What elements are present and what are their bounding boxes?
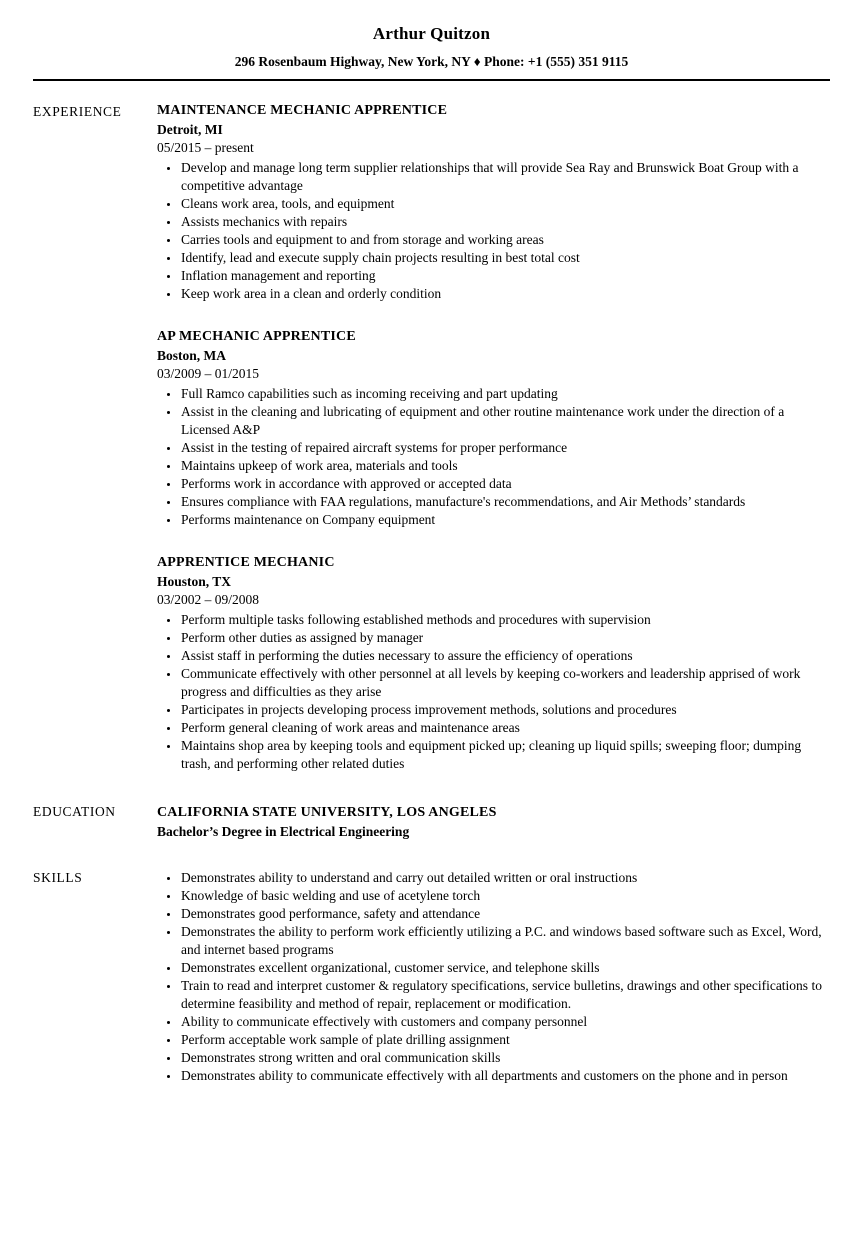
job-bullets bbox=[157, 385, 830, 529]
section-label-experience: EXPERIENCE bbox=[33, 104, 122, 119]
bullet-item: • Assist staff in performing the duties necessary to assure the efficiency of operations bbox=[180, 647, 830, 665]
resume-header bbox=[33, 24, 830, 81]
bullet-item: • Communicate effectively with other personnel at all levels by keeping co-workers and leadership apprised of work progress and difficulties as they arise bbox=[180, 665, 830, 701]
bullet-item: • Carries tools and equipment to and from storage and working areas bbox=[180, 231, 830, 249]
bullet-item: • Participates in projects developing process improvement methods, solutions and procedures bbox=[180, 701, 830, 719]
bullet-item: • Cleans work area, tools, and equipment bbox=[180, 195, 830, 213]
skills-content bbox=[157, 869, 830, 1085]
bullet-item: • Train to read and interpret customer & regulatory specifications, service bulletins, drawings and other specifications to determine feasibility and method of repair, replacement or modification. bbox=[180, 977, 830, 1013]
bullet-item: • Assist in the testing of repaired aircraft systems for proper performance bbox=[180, 439, 830, 457]
bullet-item: • Inflation management and reporting bbox=[180, 267, 830, 285]
education-content bbox=[157, 803, 830, 841]
bullet-item: • Perform other duties as assigned by manager bbox=[180, 629, 830, 647]
bullet-item: • Ability to communicate effectively with customers and company personnel bbox=[180, 1013, 830, 1031]
skills-bullets bbox=[157, 869, 830, 1085]
education-degree: Bachelor’s Degree in Electrical Engineering bbox=[157, 824, 410, 839]
bullet-item: • Demonstrates good performance, safety and attendance bbox=[180, 905, 830, 923]
job-location: Detroit, MI bbox=[157, 122, 223, 137]
job-bullets bbox=[157, 159, 830, 303]
bullet-item: • Demonstrates excellent organizational, customer service, and telephone skills bbox=[180, 959, 830, 977]
bullet-item: • Performs maintenance on Company equipment bbox=[180, 511, 830, 529]
job-title: AP MECHANIC APPRENTICE bbox=[157, 329, 356, 344]
bullet-item: • Assists mechanics with repairs bbox=[180, 213, 830, 231]
bullet-item: • Maintains shop area by keeping tools and equipment picked up; cleaning up liquid spills; sweeping floor; dumping trash, and performing other related duties bbox=[180, 737, 830, 773]
bullet-item: • Ensures compliance with FAA regulations, manufacture's recommendations, and Air Methods’ standards bbox=[180, 493, 830, 511]
job-dates: 03/2009 – 01/2015 bbox=[157, 366, 260, 381]
bullet-item: • Identify, lead and execute supply chain projects resulting in best total cost bbox=[180, 249, 830, 267]
job-bullets bbox=[157, 611, 830, 773]
education-section bbox=[33, 803, 830, 841]
bullet-item: • Assist in the cleaning and lubricating of equipment and other routine maintenance work under the direction of a Licensed A&P bbox=[180, 403, 830, 439]
bullet-item: • Develop and manage long term supplier relationships that will provide Sea Ray and Brunswick Boat Group with a competitive advantage bbox=[180, 159, 830, 195]
job-title: APPRENTICE MECHANIC bbox=[157, 555, 335, 570]
experience-content bbox=[157, 103, 830, 773]
bullet-item: • Demonstrates the ability to perform work efficiently utilizing a P.C. and windows based software such as Excel, Word, and internet based programs bbox=[180, 923, 830, 959]
bullet-item: • Demonstrates ability to understand and carry out detailed written or oral instructions bbox=[180, 869, 830, 887]
job-location: Houston, TX bbox=[157, 574, 232, 589]
job-title: MAINTENANCE MECHANIC APPRENTICE bbox=[157, 103, 448, 118]
bullet-item: • Maintains upkeep of work area, materials and tools bbox=[180, 457, 830, 475]
job-location: Boston, MA bbox=[157, 348, 227, 363]
section-label-skills: SKILLS bbox=[33, 870, 83, 885]
education-school: CALIFORNIA STATE UNIVERSITY, LOS ANGELES bbox=[157, 805, 497, 820]
skills-section bbox=[33, 869, 830, 1085]
job-entry-1 bbox=[157, 103, 830, 303]
experience-section bbox=[33, 103, 830, 773]
bullet-item: • Knowledge of basic welding and use of acetylene torch bbox=[180, 887, 830, 905]
bullet-item: • Perform multiple tasks following established methods and procedures with supervision bbox=[180, 611, 830, 629]
bullet-item: • Perform general cleaning of work areas and maintenance areas bbox=[180, 719, 830, 737]
job-dates: 05/2015 – present bbox=[157, 140, 254, 155]
section-label-education: EDUCATION bbox=[33, 804, 116, 819]
bullet-item: • Keep work area in a clean and orderly condition bbox=[180, 285, 830, 303]
contact-line: 296 Rosenbaum Highway, New York, NY ♦ Phone: +1 (555) 351 9115 bbox=[234, 54, 629, 69]
bullet-item: • Performs work in accordance with approved or accepted data bbox=[180, 475, 830, 493]
candidate-name: Arthur Quitzon bbox=[372, 24, 491, 43]
bullet-item: • Demonstrates strong written and oral communication skills bbox=[180, 1049, 830, 1067]
job-entry-2 bbox=[157, 329, 830, 529]
bullet-item: • Demonstrates ability to communicate effectively with all departments and customers on the phone and in person bbox=[180, 1067, 830, 1085]
header-divider bbox=[33, 79, 830, 81]
job-dates: 03/2002 – 09/2008 bbox=[157, 592, 260, 607]
bullet-item: • Full Ramco capabilities such as incoming receiving and part updating bbox=[180, 385, 830, 403]
job-entry-3 bbox=[157, 555, 830, 773]
bullet-item: • Perform acceptable work sample of plate drilling assignment bbox=[180, 1031, 830, 1049]
